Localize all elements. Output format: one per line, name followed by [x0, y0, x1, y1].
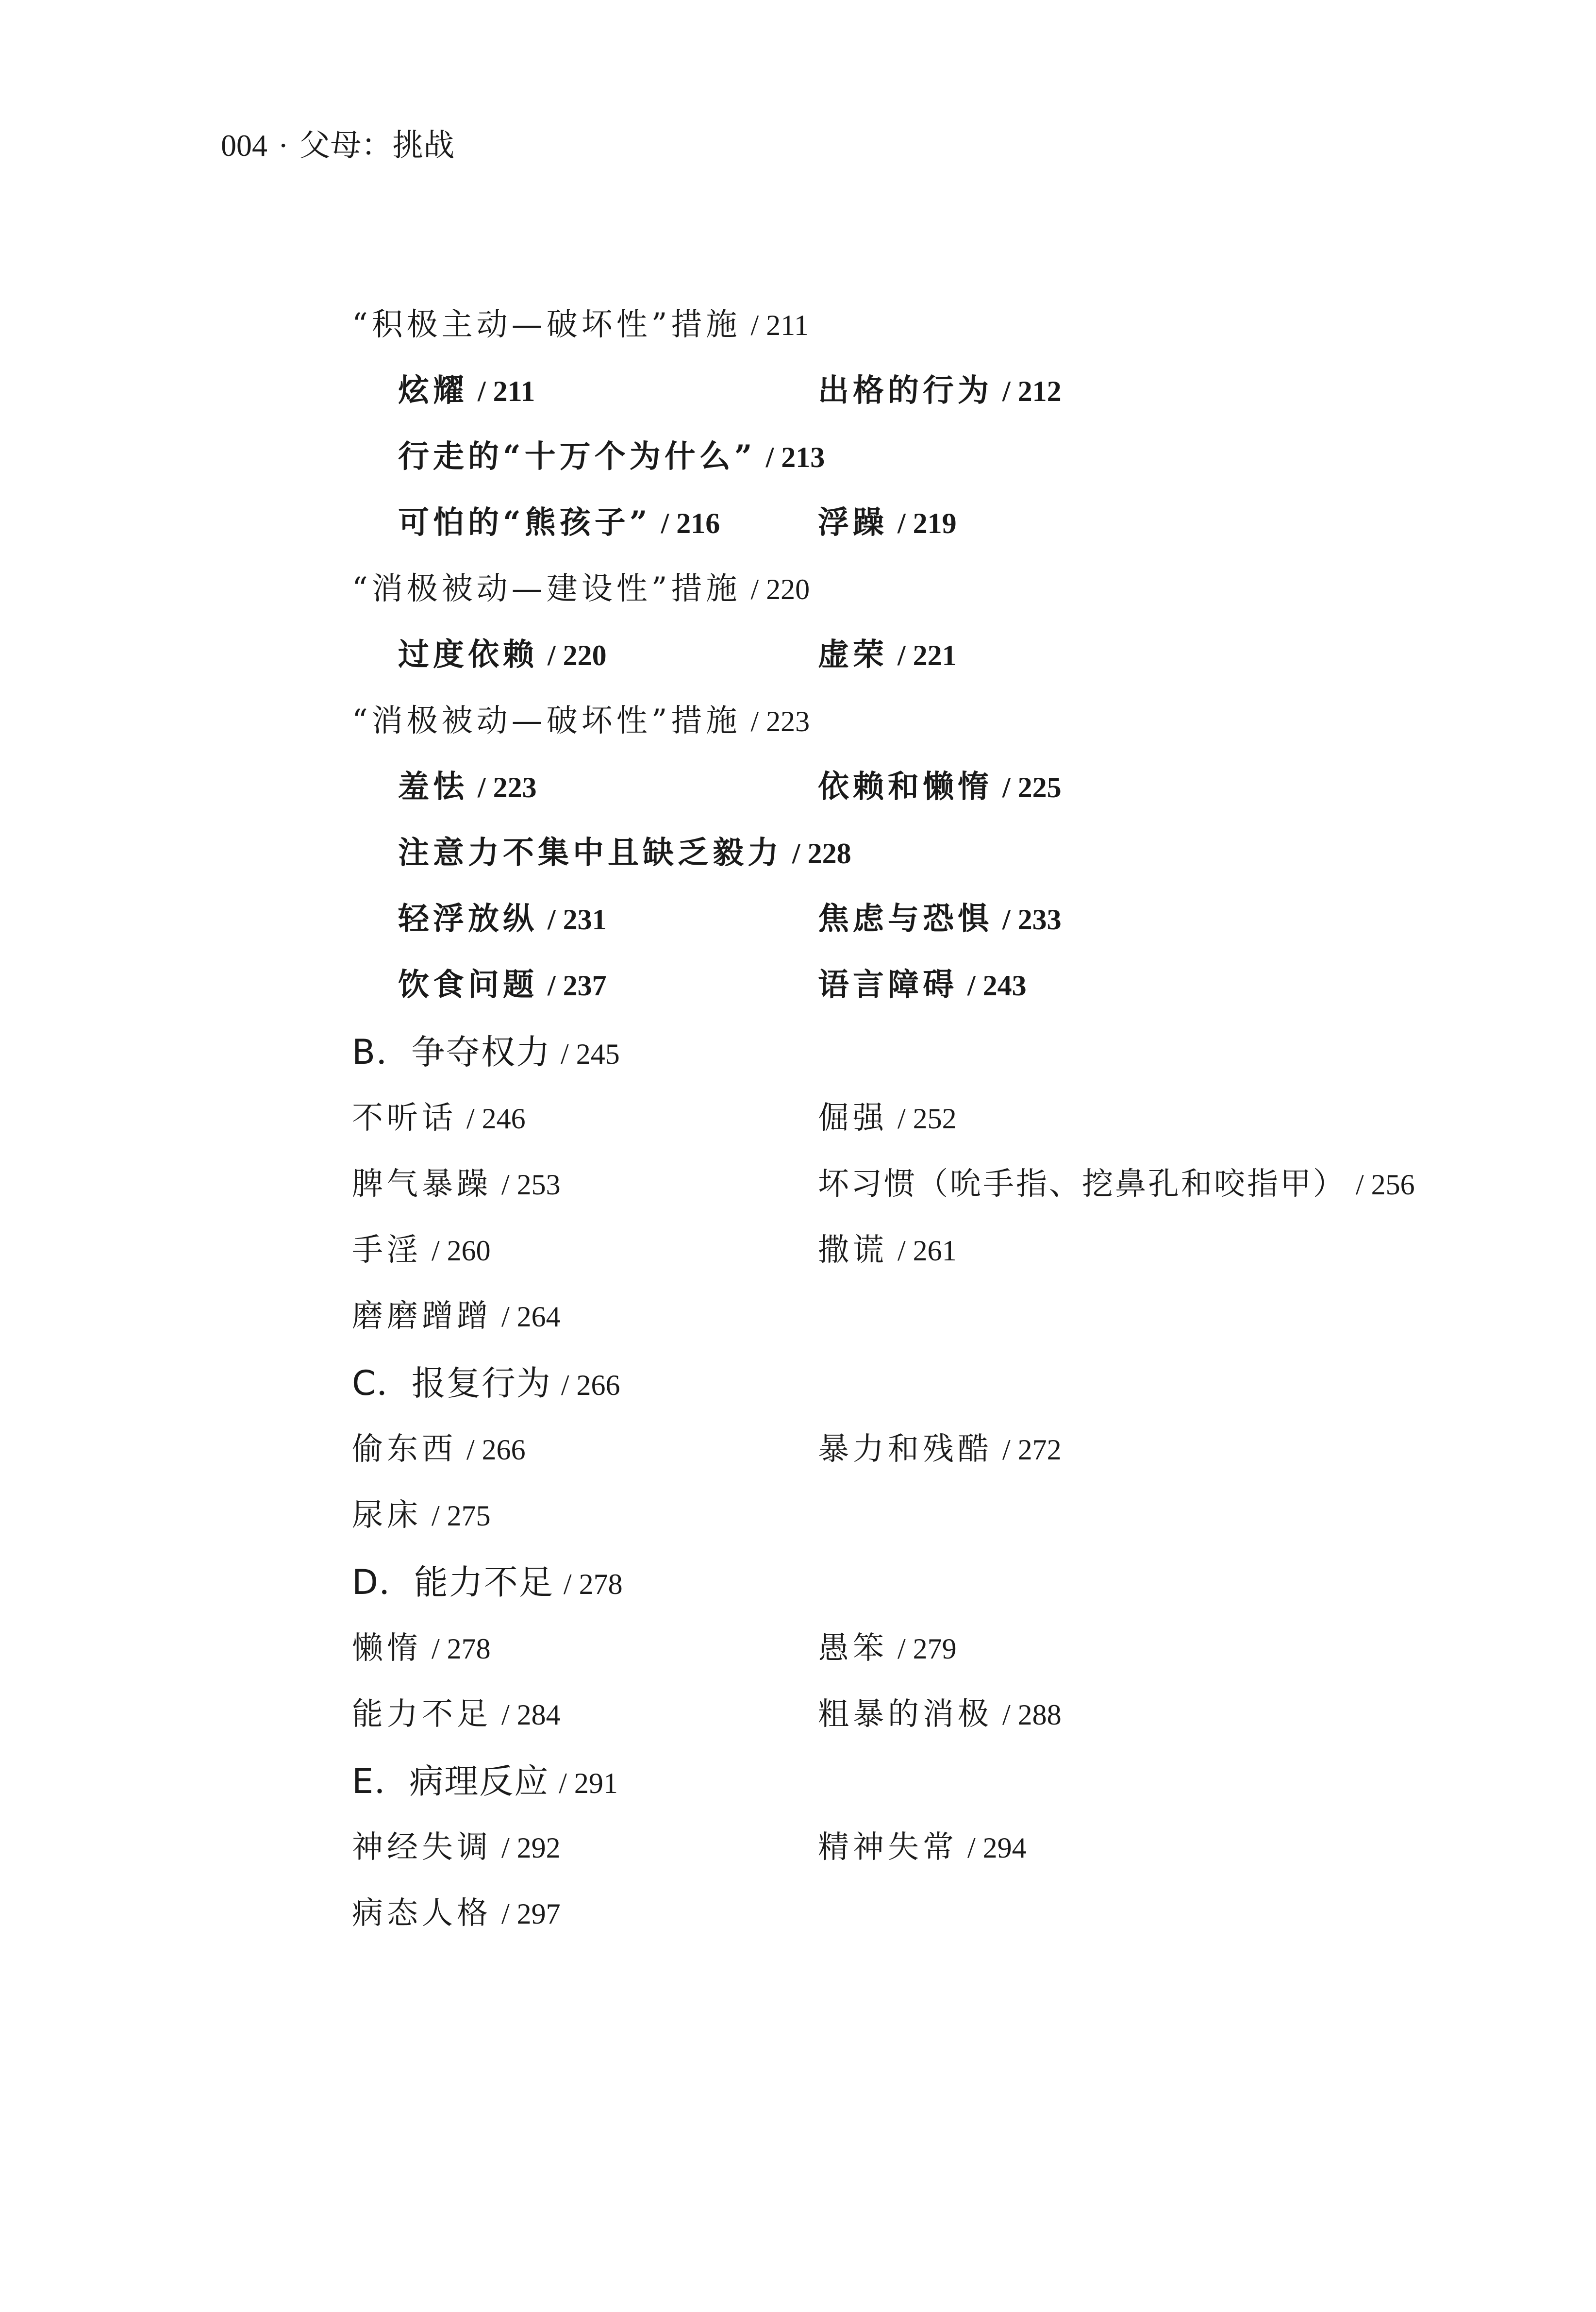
running-header	[221, 124, 454, 168]
toc-subentry[interactable]	[398, 892, 607, 946]
toc-entry-title: 焦虑与恐惧	[818, 901, 993, 937]
toc-heading[interactable]	[352, 694, 810, 748]
toc-subentry[interactable]	[818, 958, 1027, 1012]
toc-section-b[interactable]	[352, 1025, 620, 1079]
toc-entry-title: 撒谎	[818, 1232, 888, 1268]
toc-entry-page: / 220	[548, 639, 607, 671]
toc-entry-page: / 211	[478, 375, 535, 407]
toc-entry-page: / 284	[501, 1699, 561, 1731]
toc-entry-title: 羞怯	[398, 769, 468, 805]
toc-subentry[interactable]	[398, 364, 535, 418]
toc-entry-title: 暴力和残酷	[818, 1431, 993, 1467]
toc-entry[interactable]	[352, 1821, 561, 1874]
toc-subentry[interactable]	[818, 628, 957, 682]
toc-entry-page: / 294	[967, 1832, 1027, 1864]
toc-subentry[interactable]	[398, 430, 825, 484]
toc-entry-page: / 275	[432, 1500, 491, 1532]
toc-entry-title: 精神失常	[818, 1829, 958, 1865]
toc-entry-page: / 279	[898, 1633, 957, 1665]
toc-subentry[interactable]	[398, 826, 851, 880]
toc-entry-title: 懒惰	[352, 1630, 422, 1666]
toc-subentry[interactable]	[398, 958, 607, 1012]
toc-heading[interactable]	[352, 298, 809, 352]
toc-entry-title: 炫耀	[398, 372, 468, 409]
toc-subentry[interactable]	[818, 892, 1062, 946]
toc-entry-page: / 264	[501, 1301, 561, 1333]
toc-section-title: C．报复行为	[352, 1363, 551, 1403]
book-title: 父母：挑战	[299, 128, 455, 163]
toc-entry-page: / 245	[561, 1038, 620, 1070]
toc-entry-title: 语言障碍	[818, 967, 958, 1003]
toc-entry-page: / 266	[466, 1434, 526, 1466]
toc-entry-page: / 297	[501, 1898, 561, 1930]
toc-entry-title: 倔强	[818, 1100, 888, 1136]
toc-entry-title: 粗暴的消极	[818, 1696, 993, 1732]
toc-entry-page: / 261	[898, 1235, 957, 1267]
toc-entry[interactable]	[818, 1091, 957, 1145]
toc-entry[interactable]	[818, 1157, 1415, 1211]
toc-entry-title: 不听话	[352, 1100, 457, 1136]
toc-entry[interactable]	[352, 1622, 491, 1675]
toc-entry-title: 依赖和懒惰	[818, 769, 993, 805]
toc-entry-title: 出格的行为	[818, 372, 993, 409]
toc-entry-page: / 243	[967, 970, 1027, 1002]
toc-entry-title: 偷东西	[352, 1431, 457, 1467]
toc-entry[interactable]	[818, 1423, 1062, 1476]
toc-entry-title: 可怕的“熊孩子”	[398, 504, 651, 541]
toc-entry-title: 过度依赖	[398, 637, 538, 673]
toc-entry-page: / 221	[898, 639, 957, 671]
toc-entry-page: / 231	[548, 904, 607, 936]
toc-entry-title: 能力不足	[352, 1696, 492, 1732]
toc-entry-page: / 223	[750, 705, 810, 737]
toc-entry-title: 行走的“十万个为什么”	[398, 438, 756, 475]
page-number: 004	[221, 128, 267, 163]
toc-entry-page: / 272	[1002, 1434, 1062, 1466]
toc-entry-page: / 252	[898, 1103, 957, 1135]
toc-entry-title: 尿床	[352, 1497, 422, 1533]
toc-entry-page: / 253	[501, 1169, 561, 1201]
toc-entry-page: / 216	[661, 507, 720, 539]
toc-entry-page: / 256	[1356, 1169, 1415, 1201]
toc-entry[interactable]	[818, 1223, 957, 1277]
toc-entry[interactable]	[352, 1887, 561, 1940]
toc-entry[interactable]	[818, 1688, 1062, 1741]
toc-entry-page: / 228	[792, 838, 851, 870]
toc-entry[interactable]	[352, 1157, 561, 1211]
toc-entry-page: / 223	[478, 771, 537, 804]
toc-entry-title: 病态人格	[352, 1895, 492, 1931]
toc-entry-page: / 288	[1002, 1699, 1062, 1731]
toc-entry-title: 注意力不集中且缺乏毅力	[398, 835, 782, 871]
toc-entry-page: / 291	[559, 1767, 618, 1799]
toc-entry-page: / 260	[432, 1235, 491, 1267]
toc-heading[interactable]	[352, 562, 810, 616]
toc-entry-title: “消极被动—建设性”措施	[352, 571, 741, 607]
toc-entry-title: 愚笨	[818, 1630, 888, 1666]
toc-subentry[interactable]	[398, 628, 607, 682]
toc-subentry[interactable]	[818, 496, 957, 550]
toc-entry[interactable]	[352, 1423, 526, 1476]
toc-entry-title: 饮食问题	[398, 967, 538, 1003]
toc-entry-page: / 246	[466, 1103, 526, 1135]
toc-entry-title: “消极被动—破坏性”措施	[352, 703, 741, 739]
toc-section-d[interactable]	[352, 1556, 623, 1609]
toc-entry[interactable]	[352, 1091, 526, 1145]
toc-section-title: E．病理反应	[352, 1761, 549, 1801]
toc-section-e[interactable]	[352, 1755, 618, 1808]
toc-entry-title: 手淫	[352, 1232, 422, 1268]
toc-subentry[interactable]	[398, 760, 537, 814]
toc-subentry[interactable]	[818, 760, 1062, 814]
toc-entry[interactable]	[352, 1223, 491, 1277]
toc-entry-page: / 225	[1002, 771, 1062, 804]
toc-section-c[interactable]	[352, 1357, 620, 1410]
toc-entry-page: / 219	[898, 507, 957, 539]
toc-entry-title: 轻浮放纵	[398, 901, 538, 937]
toc-entry[interactable]	[818, 1622, 957, 1675]
toc-entry-page: / 292	[501, 1832, 561, 1864]
toc-entry-title: 坏习惯（吮手指、挖鼻孔和咬指甲）	[818, 1166, 1346, 1202]
toc-entry[interactable]	[352, 1688, 561, 1741]
toc-entry-title: 虚荣	[818, 637, 888, 673]
header-separator: ·	[278, 128, 289, 163]
toc-entry-page: / 233	[1002, 904, 1062, 936]
toc-entry-title: 神经失调	[352, 1829, 492, 1865]
toc-entry-page: / 220	[750, 573, 810, 605]
toc-entry-title: 脾气暴躁	[352, 1166, 492, 1202]
toc-entry-page: / 211	[750, 309, 809, 341]
toc-entry-page: / 266	[561, 1369, 620, 1401]
toc-entry-page: / 213	[765, 441, 825, 473]
toc-subentry[interactable]	[398, 496, 720, 550]
toc-entry-page: / 278	[432, 1633, 491, 1665]
toc-entry[interactable]	[818, 1821, 1027, 1874]
toc-entry-page: / 237	[548, 970, 607, 1002]
toc-entry[interactable]	[352, 1489, 491, 1542]
toc-entry-page: / 278	[563, 1568, 623, 1600]
toc-entry-title: 浮躁	[818, 504, 888, 541]
toc-entry-page: / 212	[1002, 375, 1062, 407]
toc-entry[interactable]	[352, 1290, 561, 1343]
toc-section-title: D．能力不足	[352, 1562, 554, 1602]
toc-subentry[interactable]	[818, 364, 1062, 418]
toc-section-title: B．争夺权力	[352, 1032, 551, 1072]
toc-entry-title: 磨磨蹭蹭	[352, 1298, 492, 1334]
toc-entry-title: “积极主动—破坏性”措施	[352, 307, 741, 343]
